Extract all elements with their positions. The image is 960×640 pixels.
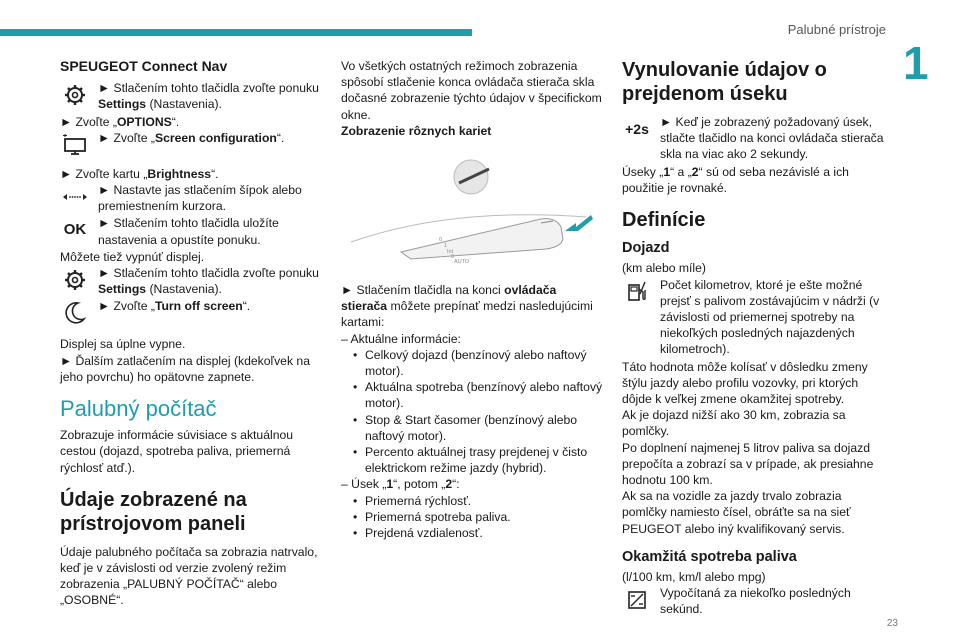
list-current-info: – Aktuálne informácie:: [341, 331, 461, 346]
list-item: • Priemerná spotreba paliva.: [341, 509, 603, 525]
moon-icon: [60, 298, 90, 328]
note-on: ► Ďalším zatlačením na displej (kdekoľvek na jeho povrchu) ho opätovne zapnete.: [60, 353, 310, 384]
step-options: ► Zvoľte „OPTIONS“.: [60, 114, 180, 129]
heading-range: Dojazd: [622, 240, 670, 257]
heading-panel-data: Údaje zobrazené na prístrojovom paneli: [60, 488, 247, 535]
list-item: • Celkový dojazd (benzínový alebo naftový motor).: [341, 347, 603, 379]
column-2: [341, 58, 603, 541]
plus-2s-icon: +2s: [625, 120, 649, 137]
column-3: [622, 58, 884, 619]
gear-icon: [60, 80, 90, 110]
trip-items: [341, 493, 603, 542]
header-accent-bar: [0, 29, 472, 36]
range-note-4: Ak sa na vozidle za jazdy trvalo zobrazia pomlčky namiesto čísel, obráťte sa na sieť PEUGEOT alebo iný kvalifikovaný servis.: [622, 489, 851, 536]
current-info-items: [341, 347, 603, 477]
heading-reset: Vynulovanie údajov o prejdenom úseku: [622, 59, 827, 105]
list-item: • Stop & Start časomer (benzínový alebo naftový motor).: [341, 412, 603, 444]
range-note-1: Táto hodnota môže kolísať v dôsledku zmeny štýlu jazdy alebo profilu vozovky, pri ktorých dôjde k veľkej zmene okamžitej spotreby.: [622, 359, 868, 407]
fuel-consumption-icon: [622, 585, 652, 615]
column-1: [60, 58, 322, 609]
stalk-label: 1: [444, 243, 448, 250]
step-ok: OK ► Stlačením tohto tlačidla uložíte nastavenia a opustíte ponuku.: [60, 215, 322, 247]
note-off: Displej sa úplne vypne.: [60, 337, 186, 352]
section-title: Palubné prístroje: [787, 22, 886, 37]
note-turn-off: Môžete tiež vypnúť displej.: [60, 249, 205, 264]
heading-instant-consumption: Okamžitá spotreba paliva: [622, 548, 797, 565]
step-settings: ► Stlačením tohto tlačidla zvoľte ponuku Settings (Nastavenia).: [60, 80, 322, 112]
range-unit: (km alebo míle): [622, 261, 706, 276]
range-def: Počet kilometrov, ktoré je ešte možné prejsť s palivom zostávajúcim v nádrži (v závislosti od priemernej spotreby na niekoľkých posledných najazdených kilometroch).: [622, 277, 884, 358]
consumption-def: Vypočítaná za niekoľko posledných sekúnd.: [622, 585, 884, 617]
step-settings-2: ► Stlačením tohto tlačidla zvoľte ponuku Settings (Nastavenia).: [60, 265, 322, 297]
step-adjust: ► Nastavte jas stlačením šípok alebo premiestnením kurzora.: [60, 182, 322, 214]
step-turn-off: ► Zvoľte „Turn off screen“.: [60, 298, 322, 328]
gear-icon: [60, 265, 90, 295]
heading-trip-computer: Palubný počítač: [60, 396, 217, 422]
heading-connect-nav: SPEUGEOT Connect Nav: [60, 58, 228, 74]
range-note-2: Ak je dojazd nižší ako 30 km, zobrazia sa pomlčky.: [622, 408, 846, 439]
step-brightness: ► Zvoľte kartu „Brightness“.: [60, 166, 219, 181]
stalk-label: 0: [439, 237, 443, 244]
step-reset: +2s ► Keď je zobrazený požadovaný úsek, stlačte tlačidlo na konci ovládača stierača skla na viac ako 2 sekundy.: [622, 114, 884, 163]
range-note-3: Po doplnení najmenej 5 litrov paliva sa dojazd prepočíta a zobrazí sa v prípade, ak presiahne hodnotu 100 km.: [622, 440, 874, 488]
stalk-label: Int: [447, 249, 454, 256]
trips-independent: Úseky „1“ a „2“ sú od seba nezávislé a ich použitie je rovnaké.: [622, 164, 849, 195]
heading-tabs: Zobrazenie rôznych kariet: [341, 123, 492, 138]
stalk-label: AUTO: [454, 259, 470, 266]
trip-intro: Zobrazuje informácie súvisiace s aktuálnou cestou (dojazd, spotreba paliva, priemerná rýchlosť atď.).: [60, 428, 294, 475]
step-screen-config: ► Zvoľte „Screen configuration“.: [60, 130, 322, 160]
list-trips: – Úsek „1“, potom „2“:: [341, 477, 460, 492]
page-number: 23: [886, 618, 898, 629]
ok-icon: OK: [63, 221, 87, 239]
heading-definitions: Definície: [622, 209, 706, 232]
dotted-arrows-icon: [60, 182, 90, 212]
wiper-stalk-illustration: [341, 147, 603, 272]
stalk-label: 0: [451, 254, 455, 261]
chapter-number: 1: [903, 37, 929, 89]
tabs-intro: ► Stlačením tlačidla na konci ovládača stierača môžete prepínať medzi nasledujúcimi kartami:: [341, 283, 593, 330]
panel-data-text: Údaje palubného počítača sa zobrazia natrvalo, keď je v závislosti od verzie zvolený režim zobrazenia „PALUBNÝ POČÍTAČ“ alebo „OSOBNÉ“.: [60, 544, 318, 608]
list-item: • Prejdená vzdialenosť.: [341, 525, 603, 541]
monitor-icon: [60, 130, 90, 160]
other-modes-text: Vo všetkých ostatných režimoch zobrazenia spôsobí stlačenie konca ovládača stierača skla dočasné zobrazenie týchto údajov v špecifickom okne.: [341, 59, 602, 122]
consumption-unit: (l/100 km, km/l alebo mpg): [622, 570, 766, 585]
list-item: • Percento aktuálnej trasy prejdenej v čisto elektrickom režime jazdy (hybrid).: [341, 444, 603, 476]
list-item: • Aktuálna spotreba (benzínový alebo naftový motor).: [341, 379, 603, 411]
fuel-pump-icon: [622, 277, 652, 307]
list-item: • Priemerná rýchlosť.: [341, 493, 603, 509]
